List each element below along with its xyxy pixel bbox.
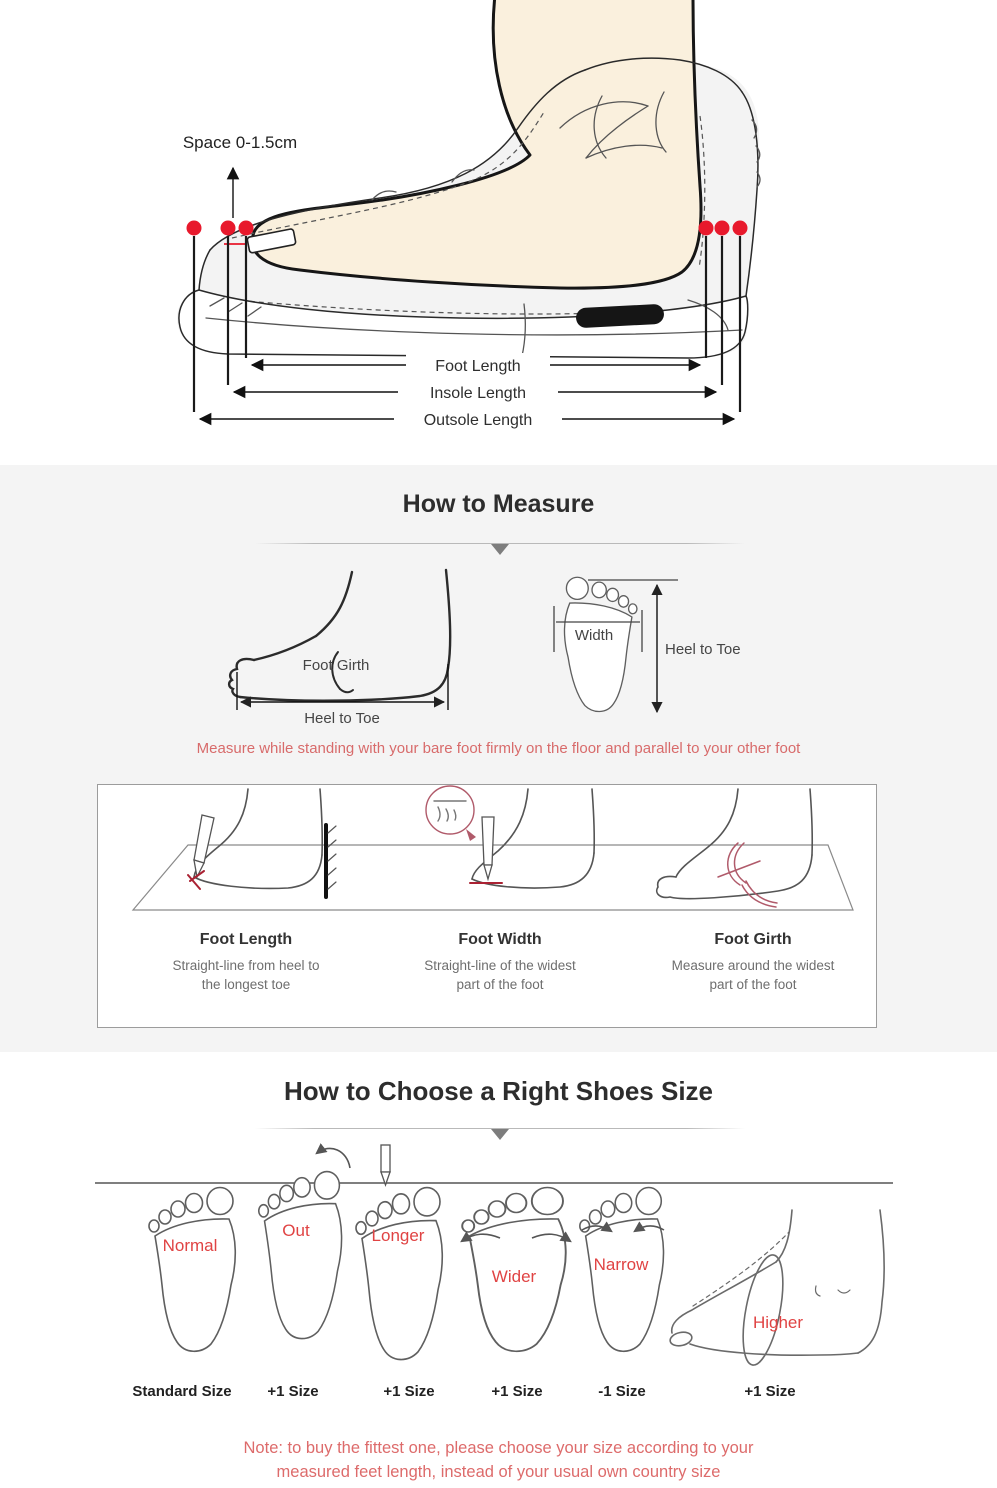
panel-foot-width [380, 931, 620, 994]
measuring-feet-diagrams [0, 560, 997, 745]
panel-description: Measure around the widest part of the foot [671, 958, 835, 992]
panel-description: Straight-line from heel to the longest toe [172, 958, 320, 992]
option-label: Out [282, 1221, 310, 1240]
panel-description: Straight-line of the widest part of the foot [424, 958, 576, 992]
size-label-longer: +1 Size [383, 1383, 435, 1400]
foot-girth-label: Foot Girth [302, 657, 370, 674]
foot-option-wider [462, 1188, 570, 1352]
outsole-length-label: Outsole Length [423, 412, 533, 429]
panels-illustration [98, 785, 876, 935]
size-label-wider: +1 Size [491, 1383, 543, 1400]
length-arrows [200, 353, 734, 431]
foot-inside-shoe [252, 0, 701, 288]
size-label-out: +1 Size [267, 1383, 319, 1400]
side-foot-diagram [229, 570, 450, 701]
size-label-normal: Standard Size [132, 1383, 232, 1400]
size-label-higher: +1 Size [744, 1383, 796, 1400]
foot-option-higher [669, 1210, 884, 1368]
chevron-down-icon [491, 1129, 509, 1140]
fit-advice-note [0, 1437, 997, 1484]
foot-length-label: Foot Length [435, 358, 521, 375]
option-label: Normal [162, 1236, 218, 1255]
divider [255, 543, 745, 544]
option-label: Longer [371, 1226, 425, 1245]
panel-foot-length [126, 931, 366, 994]
width-label: Width [574, 627, 614, 644]
space-label: Space 0-1.5cm [182, 133, 298, 152]
option-label: Higher [752, 1313, 804, 1332]
divider [255, 1128, 745, 1129]
insole-length-label: Insole Length [429, 385, 527, 402]
option-label: Narrow [593, 1255, 649, 1274]
measure-section-title: How to Measure [402, 490, 595, 518]
fit-advice-note-line2: measured feet length, instead of your usual own country size [276, 1462, 721, 1481]
option-label: Wider [491, 1267, 537, 1286]
heel-to-toe-label-top: Heel to Toe [665, 641, 741, 658]
panel-foot-girth [633, 931, 873, 994]
chevron-down-icon [491, 544, 509, 555]
magnifier-detail [426, 786, 476, 841]
standing-measure-note: Measure while standing with your bare foot firmly on the floor and parallel to your other foot [196, 740, 801, 757]
foot-option-narrow [580, 1188, 664, 1352]
measurement-panels-box [97, 784, 877, 1028]
choose-section-title: How to Choose a Right Shoes Size [283, 1076, 714, 1106]
foot-option-normal [149, 1188, 235, 1352]
pencil-icon [381, 1145, 390, 1185]
foot-option-out [259, 1148, 350, 1338]
top-foot-diagram [554, 577, 678, 712]
foot-option-longer [356, 1145, 442, 1360]
heel-to-toe-label-side: Heel to Toe [304, 710, 380, 727]
shoe-fit-options-row [0, 1140, 997, 1390]
fit-advice-note-line1: Note: to buy the fittest one, please choose your size according to your [243, 1439, 754, 1457]
shoe-measurement-diagram [0, 0, 997, 465]
panel-title: Foot Girth [714, 931, 792, 948]
size-label-narrow: -1 Size [598, 1383, 646, 1400]
panel-title: Foot Length [199, 931, 293, 948]
panel-title: Foot Width [458, 931, 542, 948]
